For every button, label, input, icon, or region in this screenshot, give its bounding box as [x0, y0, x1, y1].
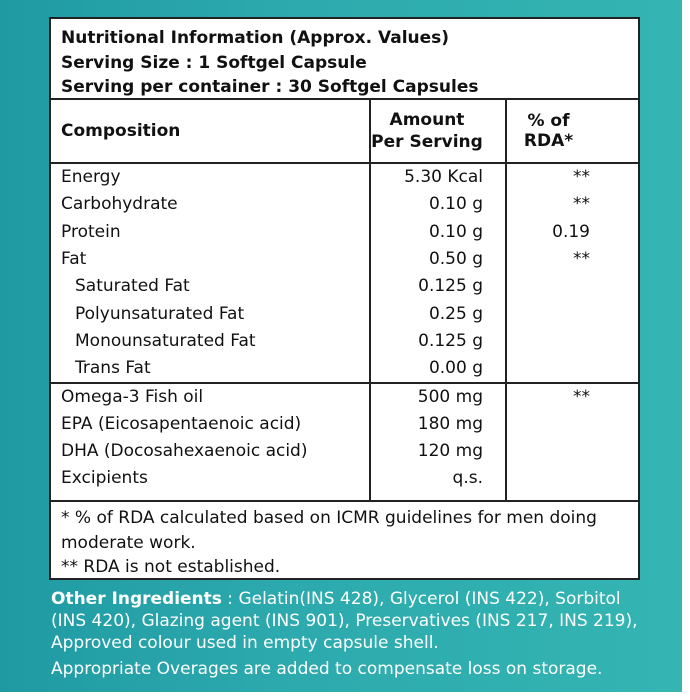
row-name: Saturated Fat: [75, 276, 190, 297]
row-rda: **: [506, 163, 638, 191]
table-row: [51, 411, 638, 438]
row-name: Protein: [61, 221, 121, 242]
table-row: [51, 383, 638, 411]
row-name: Energy: [61, 167, 121, 188]
row-amount: 0.125 g: [370, 328, 506, 355]
row-amount: 120 mg: [370, 438, 506, 465]
row-name: Fat: [61, 249, 87, 270]
footnote-not-established: ** RDA is not established.: [61, 557, 281, 578]
row-rda: [506, 411, 638, 438]
table-row: [51, 300, 638, 327]
row-rda: **: [506, 383, 638, 411]
overages-note: Appropriate Overages are added to compensate loss on storage.: [51, 659, 603, 679]
nutrition-facts-box: [49, 17, 640, 580]
row-rda: [506, 465, 638, 500]
rda-header: % of RDA*: [506, 100, 638, 163]
row-name: EPA (Eicosapentaenoic acid): [61, 414, 302, 435]
row-rda: 0.19: [506, 219, 638, 246]
row-name: Carbohydrate: [61, 194, 178, 215]
table-row: [51, 438, 638, 465]
row-name: Polyunsaturated Fat: [75, 303, 245, 324]
row-name: Trans Fat: [75, 358, 151, 379]
table-row: [51, 163, 638, 191]
row-amount: 0.10 g: [370, 191, 506, 218]
servings-per-container: Serving per container : 30 Softgel Capsules: [61, 77, 479, 97]
ingredients-section: [51, 588, 651, 680]
row-name: Omega-3 Fish oil: [51, 383, 370, 411]
row-amount: 0.25 g: [370, 300, 506, 327]
nutrition-title: Nutritional Information (Approx. Values): [61, 28, 450, 48]
amount-header-line2: Per Serving: [371, 132, 483, 152]
row-rda: [506, 328, 638, 355]
table-row: [51, 328, 638, 355]
row-rda: [506, 355, 638, 383]
row-amount: 0.50 g: [370, 246, 506, 273]
row-amount: 5.30 Kcal: [370, 163, 506, 191]
row-amount: 180 mg: [370, 411, 506, 438]
nutrition-header: [51, 19, 638, 100]
row-name: Monounsaturated Fat: [75, 330, 256, 351]
footnotes: [51, 500, 638, 580]
bottom-edge: [0, 692, 690, 700]
nutrition-table: [51, 100, 638, 500]
composition-header: Composition: [51, 100, 370, 163]
table-row: [51, 355, 638, 383]
row-amount: 0.00 g: [370, 355, 506, 383]
row-name: Excipients: [61, 468, 148, 489]
row-amount: 0.125 g: [370, 273, 506, 300]
footnote-rda: * % of RDA calculated based on ICMR guidelines for men doing moderate work.: [61, 508, 597, 553]
right-edge: [682, 0, 690, 700]
amount-header-line1: Amount: [389, 110, 465, 130]
row-rda: [506, 273, 638, 300]
table-row: [51, 246, 638, 273]
row-amount: 500 mg: [370, 383, 506, 411]
row-rda: **: [506, 191, 638, 218]
other-ingredients-label: Other Ingredients: [51, 589, 222, 609]
row-rda: [506, 438, 638, 465]
serving-size: Serving Size : 1 Softgel Capsule: [61, 52, 367, 73]
row-amount: 0.10 g: [370, 219, 506, 246]
table-row: [51, 273, 638, 300]
amount-header: [370, 100, 506, 163]
other-ingredients: [51, 588, 651, 654]
other-ingredients-text: : Gelatin(INS 428), Glycerol (INS 422), Sorbitol (INS 420), Glazing agent (INS 901), Preservatives (INS 217, INS 219), Approved colour used in empty capsule shell.: [51, 589, 638, 653]
table-header-row: [51, 100, 638, 163]
table-row: [51, 191, 638, 218]
row-name: DHA (Docosahexaenoic acid): [61, 441, 308, 462]
table-row: [51, 465, 638, 500]
table-row: [51, 219, 638, 246]
row-rda: [506, 300, 638, 327]
row-amount: q.s.: [370, 465, 506, 500]
row-rda: **: [506, 246, 638, 273]
